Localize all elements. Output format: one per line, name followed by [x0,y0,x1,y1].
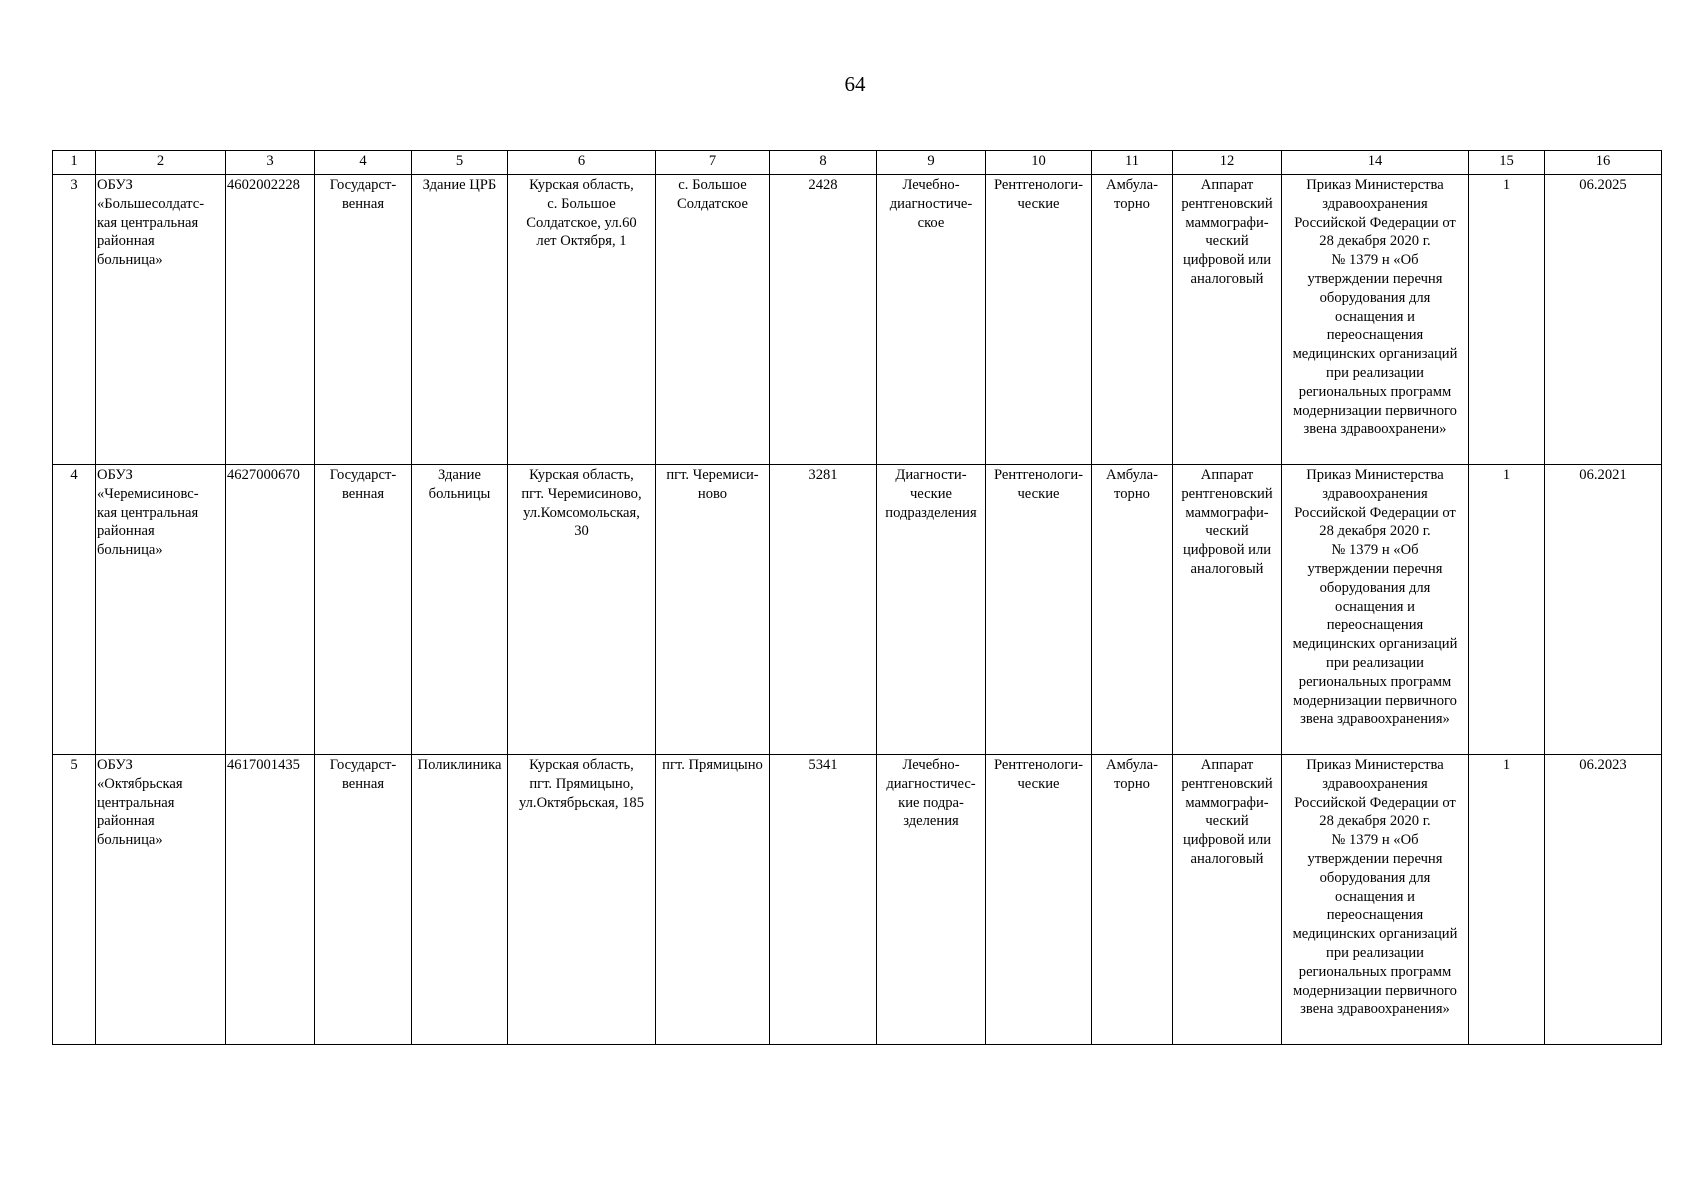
organization-cell: ОБУЗ «Большесолдатс- кая центральная районная больница» [96,175,226,465]
ownership-cell: Государст- венная [315,755,412,1045]
care-form-cell: Амбула- торно [1092,755,1173,1045]
organization-cell: ОБУЗ «Черемисиновс- кая центральная районная больница» [96,465,226,755]
date-cell: 06.2021 [1545,465,1662,755]
table-row [53,755,1662,1045]
department-type-cell: Рентгенологи- ческие [986,755,1092,1045]
column-number: 16 [1545,151,1662,175]
division-cell: Лечебно- диагностиче- ское [877,175,986,465]
locality-cell: пгт. Черемиси- ново [656,465,770,755]
building-cell: Здание ЦРБ [412,175,508,465]
date-cell: 06.2023 [1545,755,1662,1045]
code-cell: 5341 [770,755,877,1045]
column-number: 6 [508,151,656,175]
column-number: 7 [656,151,770,175]
equipment-cell: Аппарат рентгеновский маммографи- ческий цифровой или аналоговый [1173,175,1282,465]
column-number: 1 [53,151,96,175]
quantity-cell: 1 [1469,175,1545,465]
column-number: 15 [1469,151,1545,175]
column-number: 3 [226,151,315,175]
row-number-cell: 3 [53,175,96,465]
column-number-row [53,151,1662,175]
legal-basis-cell: Приказ Министерства здравоохранения Российской Федерации от 28 декабря 2020 г. № 1379 н «Об утверждении перечня оборудования для оснащения и переоснащения медицинских организаций при реализации региональных программ модернизации первичного звена здравоохранени» [1282,175,1469,465]
ownership-cell: Государст- венная [315,175,412,465]
page-number: 64 [844,72,866,96]
address-cell: Курская область, пгт. Черемисиново, ул.Комсомольская, 30 [508,465,656,755]
locality-cell: пгт. Прямицыно [656,755,770,1045]
column-number: 2 [96,151,226,175]
inn-cell: 4617001435 [226,755,315,1045]
address-cell: Курская область, с. Большое Солдатское, ул.60 лет Октября, 1 [508,175,656,465]
ownership-cell: Государст- венная [315,465,412,755]
address-cell: Курская область, пгт. Прямицыно, ул.Октябрьская, 185 [508,755,656,1045]
column-number: 4 [315,151,412,175]
quantity-cell: 1 [1469,755,1545,1045]
column-number: 14 [1282,151,1469,175]
locality-cell: с. Большое Солдатское [656,175,770,465]
equipment-table [52,150,1662,1045]
inn-cell: 4602002228 [226,175,315,465]
table-row [53,465,1662,755]
legal-basis-cell: Приказ Министерства здравоохранения Российской Федерации от 28 декабря 2020 г. № 1379 н «Об утверждении перечня оборудования для оснащения и переоснащения медицинских организаций при реализации региональных программ модернизации первичного звена здравоохранения» [1282,755,1469,1045]
code-cell: 3281 [770,465,877,755]
equipment-cell: Аппарат рентгеновский маммографи- ческий цифровой или аналоговый [1173,755,1282,1045]
organization-cell: ОБУЗ «Октябрьская центральная районная больница» [96,755,226,1045]
column-number: 8 [770,151,877,175]
care-form-cell: Амбула- торно [1092,465,1173,755]
row-number-cell: 4 [53,465,96,755]
table-row [53,175,1662,465]
division-cell: Лечебно- диагностичес- кие подра- зделения [877,755,986,1045]
equipment-cell: Аппарат рентгеновский маммографи- ческий цифровой или аналоговый [1173,465,1282,755]
department-type-cell: Рентгенологи- ческие [986,465,1092,755]
building-cell: Здание больницы [412,465,508,755]
column-number: 11 [1092,151,1173,175]
code-cell: 2428 [770,175,877,465]
column-number: 9 [877,151,986,175]
date-cell: 06.2025 [1545,175,1662,465]
row-number-cell: 5 [53,755,96,1045]
quantity-cell: 1 [1469,465,1545,755]
building-cell: Поликлиника [412,755,508,1045]
column-number: 5 [412,151,508,175]
department-type-cell: Рентгенологи- ческие [986,175,1092,465]
inn-cell: 4627000670 [226,465,315,755]
column-number: 10 [986,151,1092,175]
division-cell: Диагности- ческие подразделения [877,465,986,755]
care-form-cell: Амбула- торно [1092,175,1173,465]
column-number: 12 [1173,151,1282,175]
legal-basis-cell: Приказ Министерства здравоохранения Российской Федерации от 28 декабря 2020 г. № 1379 н «Об утверждении перечня оборудования для оснащения и переоснащения медицинских организаций при реализации региональных программ модернизации первичного звена здравоохранения» [1282,465,1469,755]
